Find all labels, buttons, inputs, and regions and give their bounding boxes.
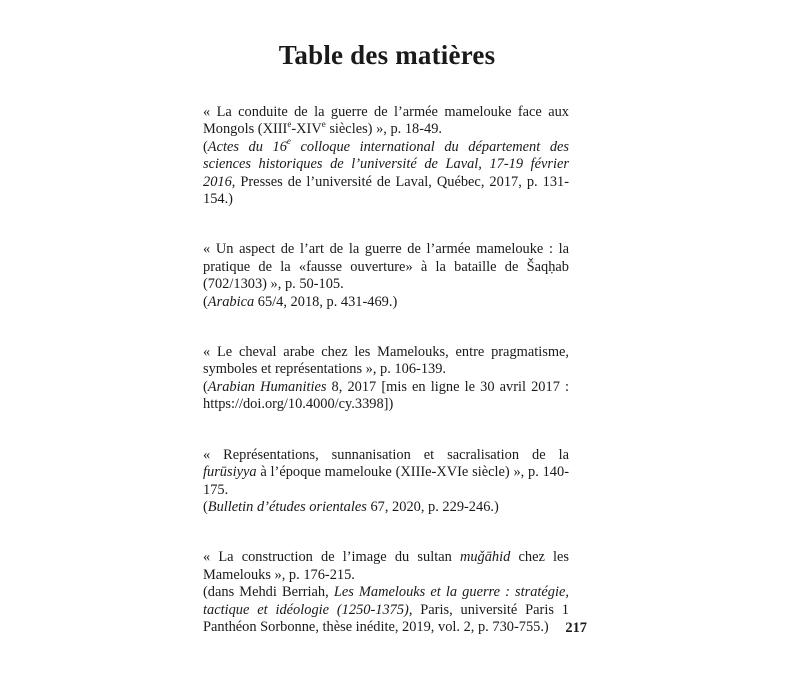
source-title: Les Mamelouks et la guerre : stratégie, tactique et idéologie (1250-1375) [203, 584, 569, 618]
contents-entry-3 [203, 344, 569, 414]
entry-source [203, 584, 569, 636]
entry-title-text: « Représentations, sunnanisation et sacralisation de la [203, 446, 569, 463]
page-title: Table des matières [278, 40, 496, 70]
superscript: e [287, 118, 292, 129]
source-title: colloque international du département des sciences historiques de l’université de Laval, 17-19 février 2016 [203, 138, 570, 190]
entry-source [203, 379, 569, 414]
entry-source [203, 136, 570, 209]
entry-title-text: -XIV [291, 121, 322, 138]
source-text: ( [203, 138, 208, 155]
entry-title [203, 549, 569, 584]
source-title: Actes du 16 [207, 138, 287, 155]
entry-title-italic: furūsiyya [203, 464, 257, 481]
entry-source [203, 499, 569, 516]
source-text: ( [203, 378, 208, 395]
entry-title: « Un aspect de l’art de la guerre de l’armée mamelouke : la pratique de la «fausse ouverture» à la bataille de Šaqḥab (702/1303) », p. 50-105. [203, 241, 569, 293]
source-title: Arabica [207, 293, 255, 310]
entry-title [203, 104, 569, 139]
source-text: 65/4, 2018, p. 431-469.) [254, 293, 398, 310]
entry-title-italic: muǧāhid [459, 549, 511, 566]
entry-title-text: siècles) », p. 18-49. [325, 121, 443, 138]
source-text: ( [203, 293, 208, 310]
entry-title-text: chez les Mamelouks », p. 176-215. [203, 549, 569, 583]
entry-title-text: à l’époque mamelouke (XIIIe-XVIe siècle) », p. 140-175. [203, 464, 569, 498]
contents-list [203, 104, 569, 669]
entry-title [203, 447, 569, 499]
source-text: ( [203, 498, 208, 515]
contents-entry-1 [203, 104, 569, 208]
source-text: (dans Mehdi Berriah, [203, 584, 334, 601]
superscript: e [286, 136, 291, 147]
entry-title-text: « La construction de l’image du sultan [203, 549, 460, 566]
page-number: 217 [565, 620, 587, 636]
contents-entry-5 [203, 549, 569, 636]
source-text: 67, 2020, p. 229-246.) [366, 498, 499, 515]
entry-title: « Le cheval arabe chez les Mamelouks, entre pragmatisme, symboles et représentations », p. 106-139. [203, 344, 569, 378]
source-title: Arabian Humanities [207, 378, 327, 395]
source-title: Bulletin d’études orientales [207, 498, 367, 515]
entry-source [203, 294, 569, 311]
source-text: 8, 2017 [mis en ligne le 30 avril 2017 : https://doi.org/10.4000/cy.3398]) [203, 378, 569, 413]
source-text: , Presses de l’université de Laval, Québec, 2017, p. 131-154.) [203, 173, 569, 208]
superscript: e [321, 118, 326, 129]
entry-title-text: « La conduite de la guerre de l’armée mamelouke face aux Mongols (XIII [203, 104, 569, 138]
contents-entry-4 [203, 447, 569, 517]
source-text: , Paris, université Paris 1 Panthéon Sorbonne, thèse inédite, 2019, vol. 2, p. 730-755.) [203, 601, 569, 635]
contents-entry-2 [203, 241, 569, 311]
